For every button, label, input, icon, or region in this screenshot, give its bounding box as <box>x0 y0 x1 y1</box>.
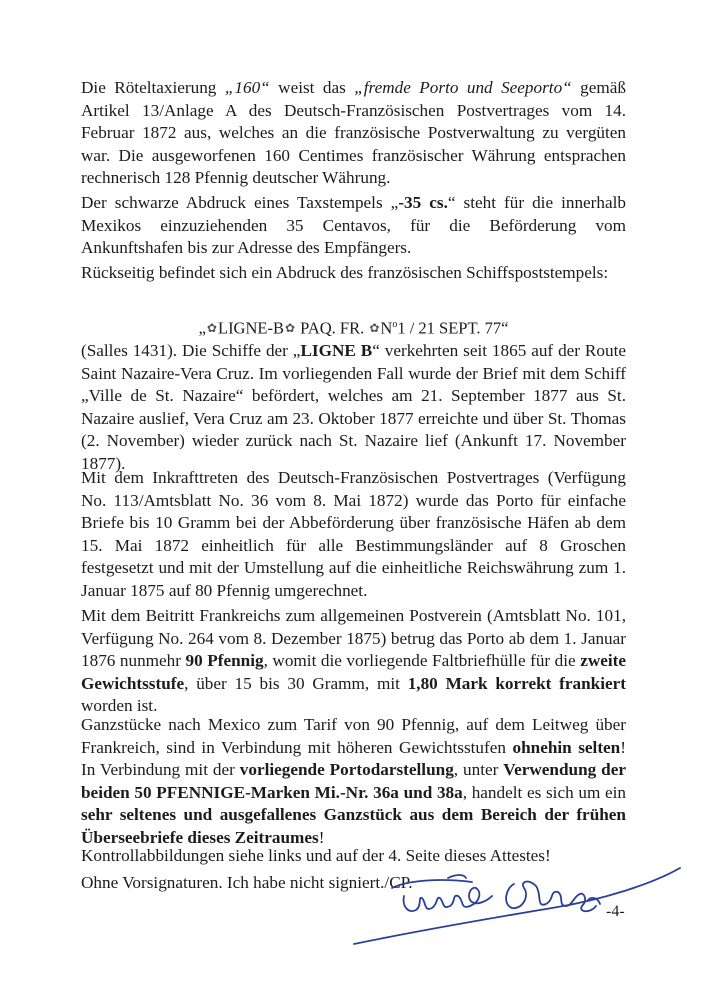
ligne-b-label: LIGNE B <box>300 341 373 360</box>
rosette-icon: ✿ <box>284 320 296 335</box>
fremde-porto-phrase: „fremde Porto und Seeporto“ <box>354 78 572 97</box>
signature-icon <box>352 848 682 948</box>
paragraph-ganzstuecke: Ganzstücke nach Mexico zum Tarif von 90 Pfennig, auf dem Leitweg über Frankreich, sind in Verbindung mit höheren Gewichtsstufen ohnehin selten! In Verbindung mit der vorliegende Portodarstellung, unter Verwendung der beiden 50 PFENNIGE-Marken Mi.-Nr. 36a und 38a, handelt es sich um ein sehr seltenes und ausgefallenes Ganzstück aus dem Bereich der frühen Überseebriefe dieses Zeitraumes! <box>81 715 626 847</box>
page-number: -4- <box>606 903 625 920</box>
paragraph-salles-ligne-b: (Salles 1431). Die Schiffe der „LIGNE B“ verkehrten seit 1865 auf der Route Saint Nazaire-Vera Cruz. Im vorliegenden Fall wurde der Brief mit dem Schiff „Ville de St. Nazaire“ befördert, welches am 21. September 1877 aus St. Nazaire auslief, Vera Cruz am 23. Oktober 1877 erreichte und über St. Thomas (2. November) wieder zurück nach St. Nazaire lief (Ankunft 17. November 1877). <box>81 341 626 473</box>
paragraph-postverein: Mit dem Beitritt Frankreichs zum allgemeinen Postverein (Amtsblatt No. 101, Verfügung No. 264 vom 8. Dezember 1875) betrug das Porto ab dem 1. Januar 1876 nunmehr 90 Pfennig, womit die vorliegende Faltbriefhülle für die zweite Gewichtsstufe, über 15 bis 30 Gramm, mit 1,80 Mark korrekt frankiert worden ist. <box>81 606 627 716</box>
rosette-icon: ✿ <box>206 320 217 335</box>
schiffspost-stamp-text: „✿LIGNE-B✿ PAQ. FR. $✿N^o1 / 21$ SEPT. 77“ <box>198 318 509 338</box>
taxstempel-value: -35 cs. <box>398 193 448 212</box>
paragraph-ohne-vorsignaturen: Ohne Vorsignaturen. Ich habe nicht signiert./CP. <box>81 873 413 892</box>
tax-mark-160: „160“ <box>224 78 270 97</box>
paragraph-roetel-taxierung: Die Röteltaxierung „160“ weist das „fremde Porto und Seeporto“ gemäß Artikel 13/Anlage A des Deutsch-Französischen Postvertrages vom 14. Februar 1872 aus, welches an die französische Postverwaltung zu vergüten war. Die ausgeworfenen 160 Centimes französischer Währung entsprachen rechnerisch 128 Pfennig deutscher Währung. <box>81 78 626 188</box>
paragraph-taxstempel: Der schwarze Abdruck eines Taxstempels „-35 cs.“ steht für die innerhalb Mexikos einzuziehenden 35 Centavos, für die Beförderung vom Ankunftshafen bis zur Adresse des Empfängers. <box>81 193 626 258</box>
paragraph-postvertrag: Mit dem Inkrafttreten des Deutsch-Französischen Postvertrages (Verfügung No. 113/Amtsblatt No. 36 vom 8. Mai 1872) wurde das Porto für einfache Briefe bis 10 Gramm bei der Abbeförderung über französische Häfen ab dem 15. Mai 1872 einheitlich für alle Bestimmungsländer auf 8 Groschen festgesetzt und mit der Umstellung auf die einheitliche Reichswährung zum 1. Januar 1875 auf 80 Pfennig umgerechnet. <box>81 468 626 600</box>
paragraph-kontrollabbildungen: Kontrollabbildungen siehe links und auf der 4. Seite dieses Attestes! <box>81 846 551 865</box>
paragraph-rueckseitig: Rückseitig befindet sich ein Abdruck des französischen Schiffspoststempels: <box>81 263 609 282</box>
rosette-icon: ✿ <box>369 320 380 335</box>
